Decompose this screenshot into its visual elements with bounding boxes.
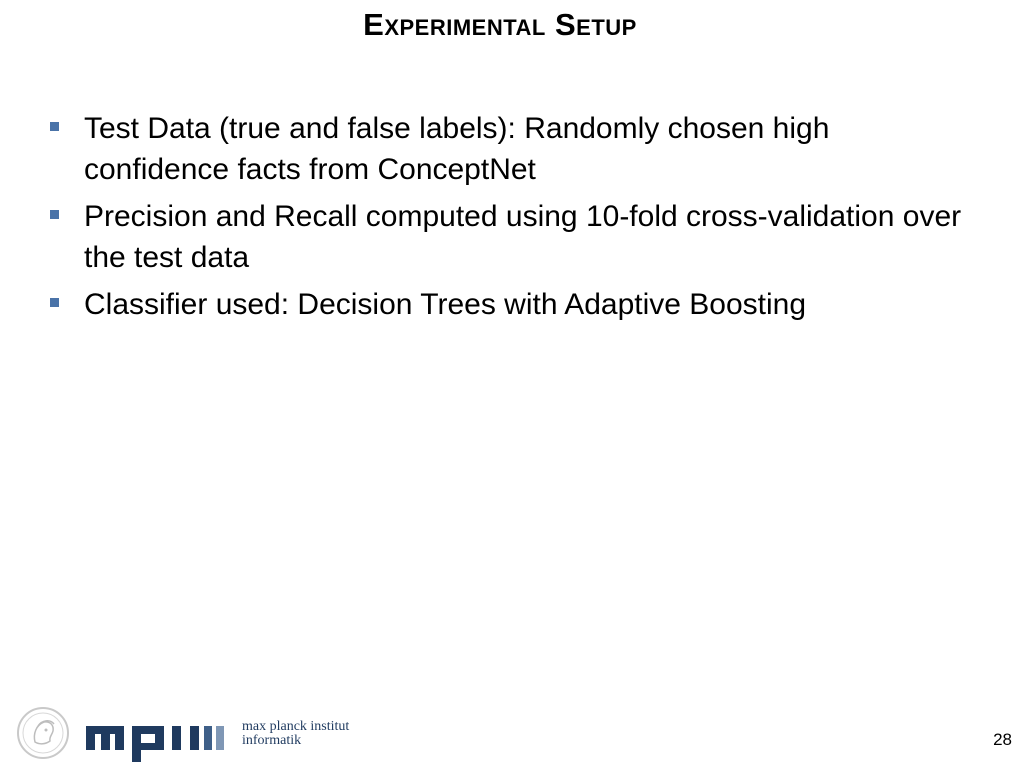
mpi-logo-icon: [86, 716, 236, 762]
bullet-list: [48, 108, 968, 331]
bullet-item: [48, 284, 968, 325]
square-bullet-icon: [50, 210, 59, 219]
bullet-text: Precision and Recall computed using 10-fold cross-validation over the test data: [84, 200, 962, 274]
bullet-item: [48, 108, 968, 190]
square-bullet-icon: [50, 298, 59, 307]
institute-line-1: max planck institut: [242, 719, 350, 734]
bullet-text: Classifier used: Decision Trees with Adaptive Boosting: [84, 288, 807, 321]
bullet-text: Test Data (true and false labels): Randomly chosen high confidence facts from ConceptNet: [84, 112, 830, 186]
bullet-item: [48, 196, 968, 278]
page-number: 28: [993, 730, 1012, 749]
square-bullet-icon: [50, 122, 59, 131]
institute-line-2: informatik: [242, 733, 302, 748]
slide-title: Experimental Setup: [363, 7, 637, 42]
institute-name: [242, 720, 349, 748]
minerva-seal-icon: [16, 706, 70, 760]
